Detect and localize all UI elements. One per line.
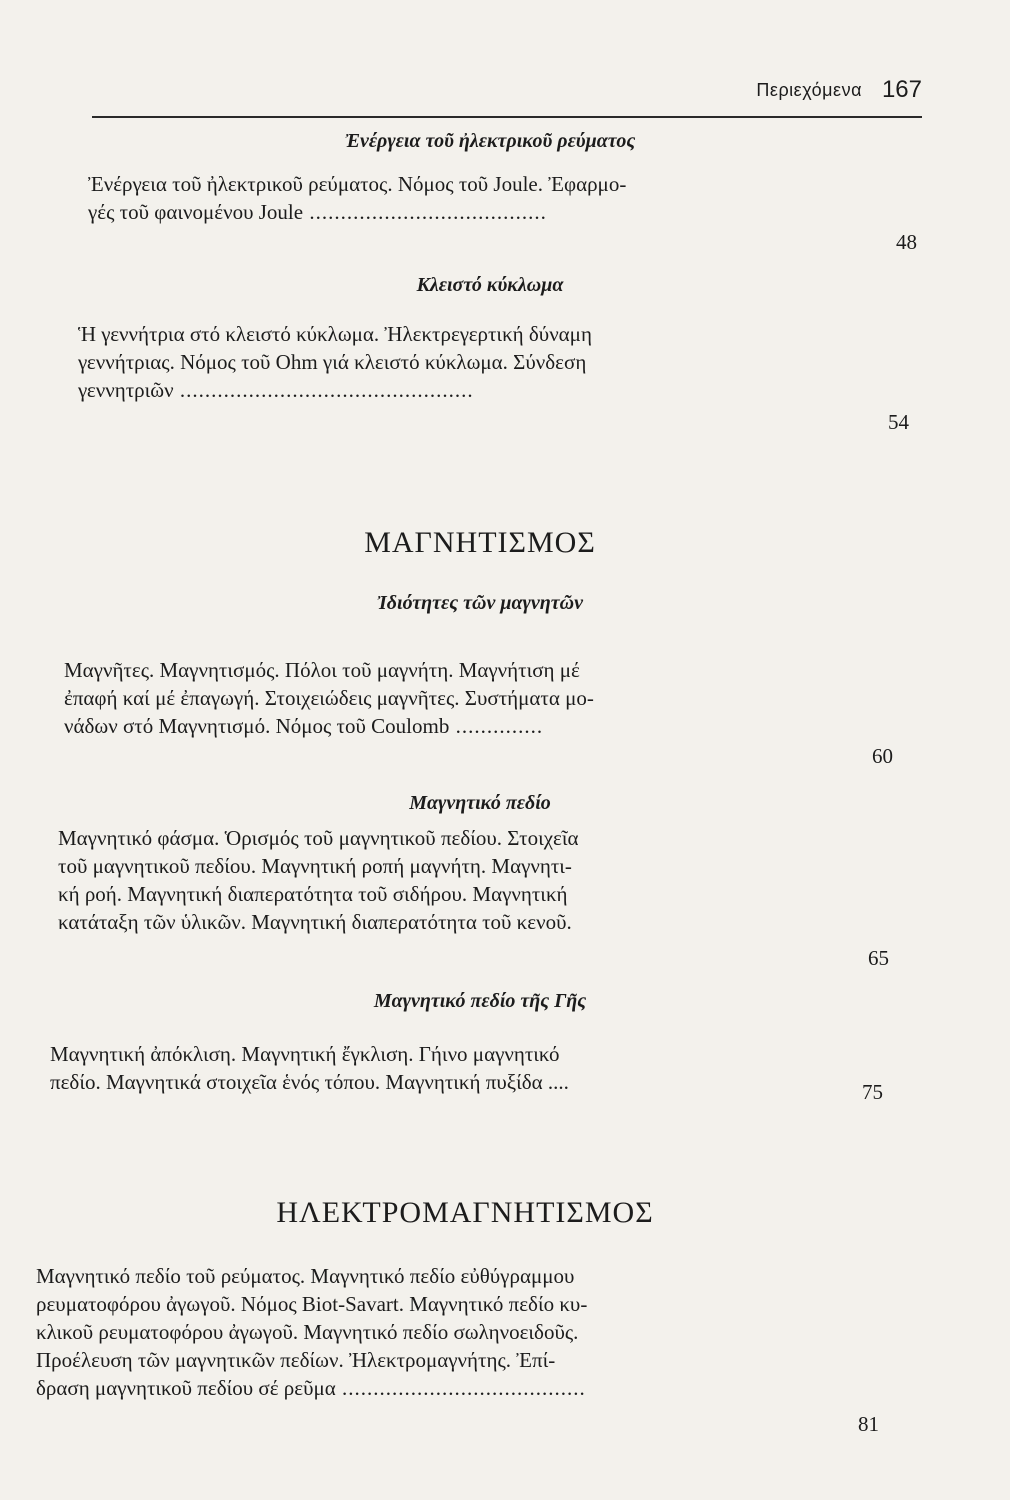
page-ref: 65 (868, 946, 889, 970)
entry-line: ἐπαφή καί μέ ἐπαγωγή. Στοιχειώδεις μαγνῆτες. Συστήματα μο- (64, 686, 594, 710)
entry-line: δραση μαγνητικοῦ πεδίου σέ ρεῦμα ....................................... (36, 1376, 586, 1400)
running-head-title: Περιεχόμενα (756, 80, 862, 100)
toc-entry (88, 170, 808, 226)
entry-line: γές τοῦ φαινομένου Joule ...................................... (88, 200, 547, 224)
section-heading: Μαγνητικό πεδίο τῆς Γῆς (373, 990, 587, 1012)
entry-line: Μαγνητικό φάσμα. Ὁρισμός τοῦ μαγνητικοῦ πεδίου. Στοιχεῖα (58, 826, 579, 850)
entry-line: γεννητριῶν ............................................... (78, 378, 474, 402)
entry-line: Μαγνητική ἀπόκλιση. Μαγνητική ἔγκλιση. Γήινο μαγνητικό (50, 1042, 560, 1066)
entry-line: κή ροή. Μαγνητική διαπερατότητα τοῦ σιδήρου. Μαγνητική (58, 882, 568, 906)
entry-line: πεδίο. Μαγνητικά στοιχεῖα ἑνός τόπου. Μαγνητική πυξίδα .... (50, 1070, 569, 1094)
page-ref: 48 (896, 230, 917, 254)
entry-line: Μαγνητικό πεδίο τοῦ ρεύματος. Μαγνητικό πεδίο εὐθύγραμμου (36, 1264, 575, 1288)
section-heading: Κλειστό κύκλωμα (416, 274, 564, 296)
page-number: 167 (881, 76, 922, 103)
running-head (92, 76, 922, 118)
page-ref: 81 (858, 1412, 879, 1436)
page-ref: 75 (862, 1080, 883, 1104)
entry-line: Ἐνέργεια τοῦ ἠλεκτρικοῦ ρεύματος. Νόμος τοῦ Joule. Ἐφαρμο- (88, 172, 627, 196)
part-title: ΜΑΓΝΗΤΙΣΜΟΣ (364, 526, 596, 559)
page-ref: 54 (888, 410, 909, 434)
entry-line: κλικοῦ ρευματοφόρου ἀγωγοῦ. Μαγνητικό πεδίο σωληνοειδοῦς. (36, 1320, 579, 1344)
entry-line: ρευματοφόρου ἀγωγοῦ. Νόμος Biot-Savart. Μαγνητικό πεδίο κυ- (36, 1292, 588, 1316)
entry-line: γεννήτριας. Νόμος τοῦ Ohm γιά κλειστό κύκλωμα. Σύνδεση (78, 350, 587, 374)
entry-line: κατάταξη τῶν ὑλικῶν. Μαγνητική διαπερατότητα τοῦ κενοῦ. (58, 910, 572, 934)
toc-entry (50, 1040, 790, 1096)
page-ref: 60 (872, 744, 893, 768)
section-heading: Μαγνητικό πεδίο (409, 792, 551, 814)
entry-line: Μαγνῆτες. Μαγνητισμός. Πόλοι τοῦ μαγνήτη. Μαγνήτιση μέ (64, 658, 580, 682)
section-heading: Ἐνέργεια τοῦ ἠλεκτρικοῦ ρεύματος (344, 130, 636, 152)
part-title: ΗΛΕΚΤΡΟΜΑΓΝΗΤΙΣΜΟΣ (276, 1196, 654, 1229)
entry-line: Προέλευση τῶν μαγνητικῶν πεδίων. Ἠλεκτρομαγνήτης. Ἐπί- (36, 1348, 556, 1372)
toc-entry (64, 656, 794, 740)
toc-entry (58, 824, 798, 936)
entry-line: νάδων στό Μαγνητισμό. Νόμος τοῦ Coulomb .............. (64, 714, 544, 738)
entry-line: Ἡ γεννήτρια στό κλειστό κύκλωμα. Ἠλεκτρεγερτική δύναμη (78, 322, 592, 346)
section-heading: Ἰδιότητες τῶν μαγνητῶν (377, 592, 583, 614)
entry-line: τοῦ μαγνητικοῦ πεδίου. Μαγνητική ροπή μαγνήτη. Μαγνητι- (58, 854, 572, 878)
toc-entry (78, 320, 798, 404)
toc-entry (36, 1262, 786, 1402)
